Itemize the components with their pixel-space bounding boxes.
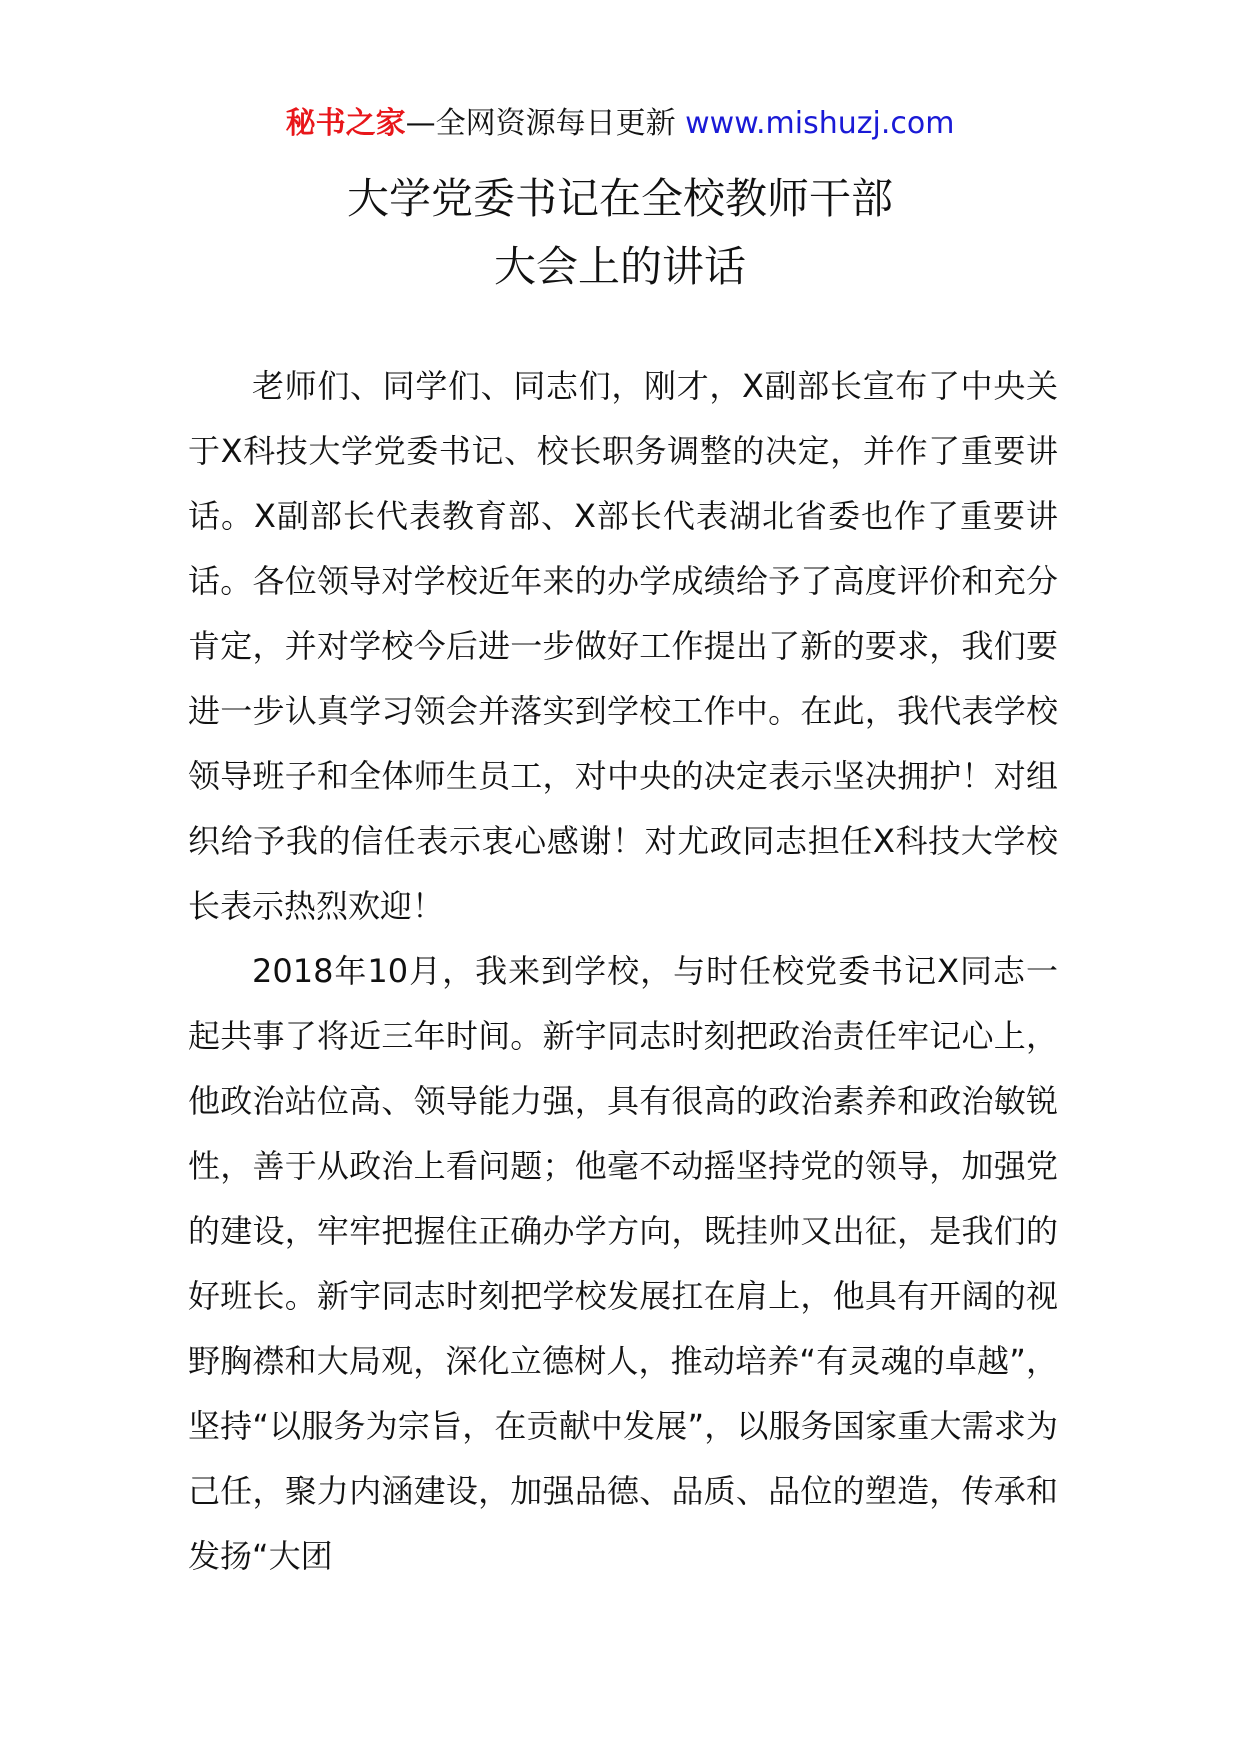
document-title-line-1: 大学党委书记在全校教师干部 [346, 174, 893, 223]
site-header [0, 102, 1240, 146]
site-slogan: —全网资源每日更新 [405, 106, 676, 141]
site-name: 秘书之家 [285, 106, 406, 141]
document-body [188, 354, 1058, 1589]
body-paragraph-2: 2018年10月，我来到学校，与时任校党委书记X同志一起共事了将近三年时间。新宇同志时刻把政治责任牢记心上，他政治站位高、领导能力强，具有很高的政治素养和政治敏锐性，善于从政治上看问题；他毫不动摇坚持党的领导，加强党的建设，牢牢把握住正确办学方向，既挂帅又出征，是我们的好班长。新宇同志时刻把学校发展扛在肩上，他具有开阔的视野胸襟和大局观，深化立德树人，推动培养“有灵魂的卓越”，坚持“以服务为宗旨，在贡献中发展”，以服务国家重大需求为己任，聚力内涵建设，加强品德、品质、品位的塑造，传承和发扬“大团 [188, 952, 1058, 1575]
body-paragraph-1: 老师们、同学们、同志们，刚才，X副部长宣布了中央关于X科技大学党委书记、校长职务调整的决定，并作了重要讲话。X副部长代表教育部、X部长代表湖北省委也作了重要讲话。各位领导对学校近年来的办学成绩给予了高度评价和充分肯定，并对学校今后进一步做好工作提出了新的要求，我们要进一步认真学习领会并落实到学校工作中。在此，我代表学校领导班子和全体师生员工，对中央的决定表示坚决拥护！对组织给予我的信任表示衷心感谢！对尤政同志担任X科技大学校长表示热烈欢迎！ [188, 367, 1058, 925]
document-title [0, 165, 1240, 301]
document-title-line-2: 大会上的讲话 [493, 242, 746, 291]
site-url-link[interactable]: www.mishuzj.com [685, 106, 955, 141]
